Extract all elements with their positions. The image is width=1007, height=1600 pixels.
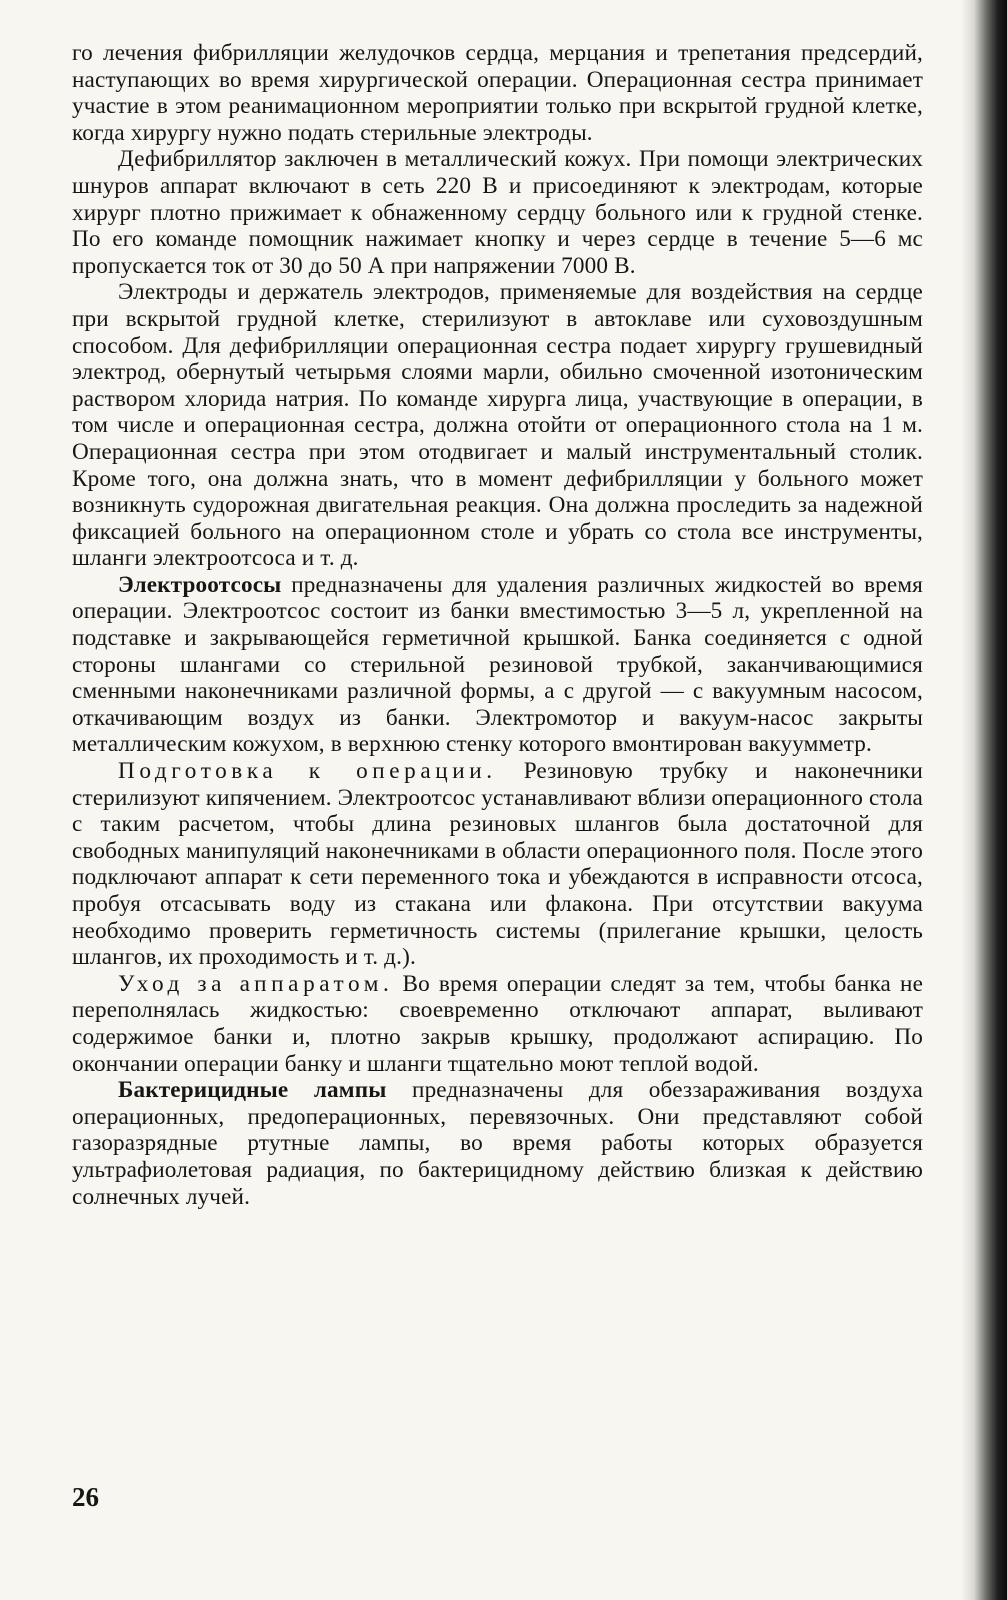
- term-maintenance: Уход за аппаратом.: [118, 970, 394, 997]
- page-number: 26: [72, 1482, 99, 1512]
- paragraph-suction: [72, 572, 923, 758]
- paragraph-maintenance-text: Во время операции следят за тем, чтобы банка не переполнялась жидкостью: своевременно отключают аппарат, выливают содержимое банки и, плотно закрыв крышку, продолжают аспирацию. По окончании операции банку и шланги тщательно моют теплой водой.: [72, 970, 924, 1077]
- paragraph-lamps: [72, 1077, 923, 1210]
- paragraph-suction-text: предназначены для удаления различных жидкостей во время операции. Электроотсос состоит из банки вместимостью 3—5 л, укрепленной на подставке и закрывающейся герметичной крышкой. Банка соединяется с одной стороны шлангами со стерильной резиновой трубкой, заканчивающимися сменными наконечниками различной формы, а с другой — с вакуумным насосом, откачивающим воздух из банки. Электромотор и вакуум-насос закрыты металлическим кожухом, в верхнюю стенку которого вмонтирован вакуумметр.: [72, 571, 923, 758]
- paragraph-defibrillator: Дефибриллятор заключен в металлический кожух. При помощи электрических шнуров аппарат включают в сеть 220 В и присоединяют к электродам, которые хирург плотно прижимает к обнаженному сердцу больного или к грудной стенке. По его команде помощник нажимает кнопку и через сердце в течение 5—6 мс пропускается ток от 30 до 50 А при напряжении 7000 В.: [72, 146, 923, 279]
- term-lamps: Бактерицидные лампы: [118, 1077, 387, 1104]
- term-preparation: Подготовка к операции.: [118, 758, 497, 785]
- page-binding-shadow: [961, 0, 1007, 1600]
- paragraph-preparation: [72, 758, 923, 971]
- paragraph-electrodes: Электроды и держатель электродов, применяемые для воздействия на сердце при вскрытой грудной клетке, стерилизуют в автоклаве или суховоздушным способом. Для дефибрилляции операционная сестра подает хирургу грушевидный электрод, обернутый четырьмя слоями марли, обильно смоченной изотоническим раствором хлорида натрия. По команде хирурга лица, участвующие в операции, в том числе и операционная сестра, должна отойти от операционного стола на 1 м. Операционная сестра при этом отодвигает и малый инструментальный столик. Кроме того, она должна знать, что в момент дефибрилляции у больного может возникнуть судорожная двигательная реакция. Она должна проследить за надежной фиксацией больного на операционном столе и убрать со стола все инструменты, шланги электроотсоса и т. д.: [72, 279, 923, 572]
- paragraph-preparation-text: Резиновую трубку и наконечники стерилизуют кипячением. Электроотсос устанавливают вблизи операционного стола с таким расчетом, чтобы длина резиновых шлангов была достаточной для свободных манипуляций наконечниками в области операционного поля. После этого подключают аппарат к сети переменного тока и убеждаются в исправности отсоса, пробуя отсасывать воду из стакана или флакона. При отсутствии вакуума необходимо проверить герметичность системы (прилегание крышки, целость шлангов, их проходимость и т. д.).: [72, 758, 923, 971]
- paragraph-lamps-text: предназначены для обеззараживания воздуха операционных, предоперационных, перевязочных. Они представляют собой газоразрядные ртутные лампы, во время работы которых образуется ультрафиолетовая радиация, по бактерицидному действию близкая к действию солнечных лучей.: [72, 1077, 923, 1210]
- paragraph-continuation: го лечения фибрилляции желудочков сердца, мерцания и трепетания предсердий, наступающих во время хирургической операции. Операционная сестра принимает участие в этом реанимационном мероприятии только при вскрытой грудной клетке, когда хирургу нужно подать стерильные электроды.: [72, 40, 923, 146]
- paragraph-maintenance: [72, 971, 923, 1077]
- page-body-text: [72, 40, 923, 1210]
- term-suction: Электроотсосы: [118, 571, 282, 598]
